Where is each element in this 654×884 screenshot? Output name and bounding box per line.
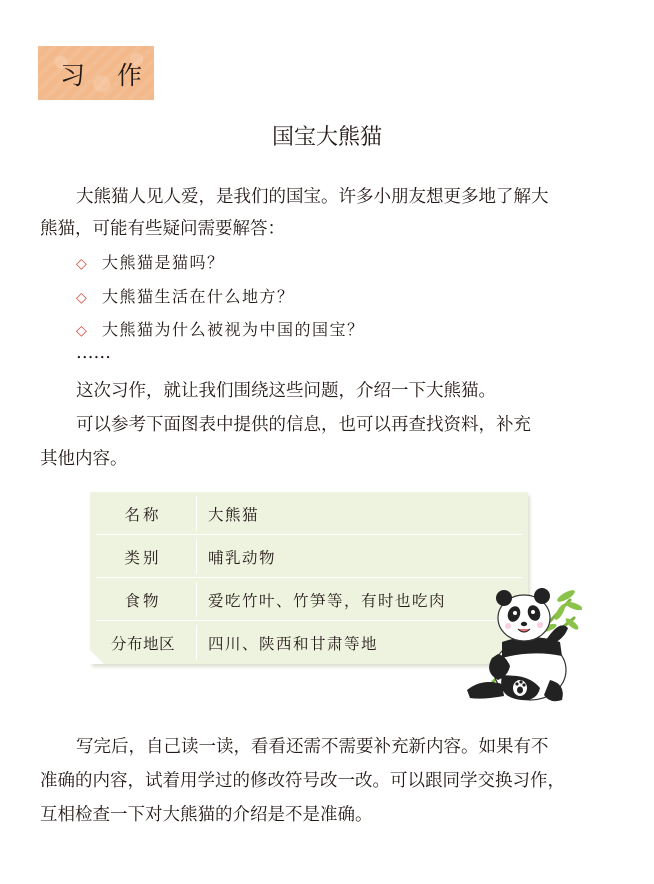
- table-value: 四川、陕西和甘肃等地: [208, 635, 379, 653]
- diamond-bullet-icon: ◇: [76, 256, 87, 272]
- table-key: 分布地区: [110, 635, 175, 653]
- section-tag: [38, 46, 154, 100]
- ellipsis: ……: [76, 343, 111, 363]
- closing-line-3: 互相检查一下对大熊猫的介绍是不是准确。: [40, 805, 373, 825]
- diamond-bullet-icon: ◇: [76, 290, 87, 306]
- table-key: 类别: [124, 549, 162, 567]
- question-item: ◇ 大熊猫是猫吗？: [76, 253, 225, 272]
- intro-line-1: 大熊猫人见人爱，是我们的国宝。许多小朋友想更多地了解大: [76, 187, 549, 207]
- table-value: 大熊猫: [208, 506, 260, 524]
- reference-line-1: 可以参考下面图表中提供的信息，也可以再查找资料，补充: [76, 415, 531, 435]
- closing-line-2: 准确的内容，试着用学过的修改符号改一改。可以跟同学交换习作，: [40, 771, 565, 791]
- diamond-bullet-icon: ◇: [76, 323, 87, 339]
- task-line: 这次习作，就让我们围绕这些问题，介绍一下大熊猫。: [76, 381, 496, 401]
- question-item: ◇ 大熊猫为什么被视为中国的国宝？: [76, 320, 365, 339]
- table-key: 食物: [124, 592, 162, 610]
- table-row: [90, 492, 528, 535]
- table-row: [90, 535, 528, 578]
- table-value: 爱吃竹叶、竹笋等，有时也吃肉: [208, 592, 447, 610]
- page-title: 国宝大熊猫: [271, 125, 382, 150]
- section-tag-label: 习 作: [60, 61, 154, 90]
- reference-line-2: 其他内容。: [40, 449, 128, 469]
- panda-illustration-icon: [462, 580, 582, 705]
- question-item: ◇ 大熊猫生活在什么地方？: [76, 287, 295, 306]
- table-value: 哺乳动物: [208, 549, 277, 567]
- intro-line-2: 熊猫，可能有些疑问需要解答：: [40, 219, 285, 239]
- closing-line-1: 写完后，自己读一读，看看还需不需要补充新内容。如果有不: [76, 737, 549, 757]
- table-key: 名称: [124, 506, 162, 524]
